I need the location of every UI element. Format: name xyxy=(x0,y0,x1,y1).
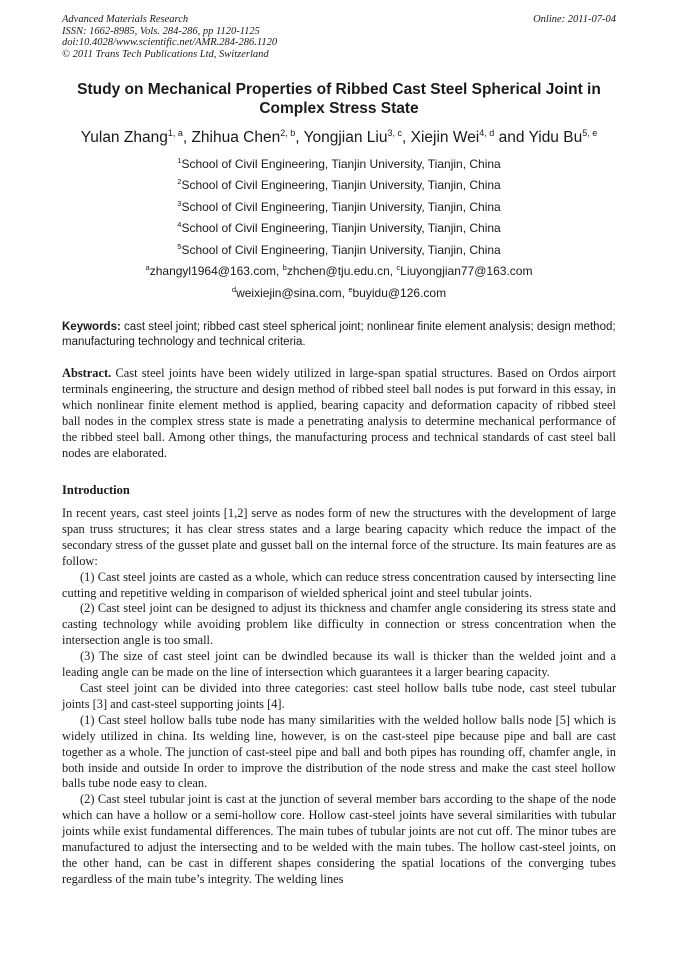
paragraph: (3) The size of cast steel joint can be dwindled because its wall is thicker than the welded joint and a leading angle can be made on the line of intersection which guarantees it a larger bearing capacity. xyxy=(62,649,616,680)
affiliation: $^5$School of Civil Engineering, Tianjin University, Tianjin, China xyxy=(177,242,501,257)
email-line: $^a$zhangyl1964@163.com, $^b$zhchen@tju.edu.cn, $^c$Liuyongjian77@163.com xyxy=(145,263,533,278)
abstract-text: Cast steel joints have been widely utilized in large-span spatial structures. Based on Ordos airport terminals engineering, the structure and design method of ribbed steel ball nodes is put forward in this essay, in which nonlinear finite element method is applied, bearing capacity and deformation capacity of ribbed steel ball nodes in the complex stress state is made a penetrating analysis to determine mechanical performance of the ribbed steel ball. Among other things, the manufacturing process and technical standards of cast steel ball nodes are elaborated. xyxy=(62,366,616,460)
affiliation: $^3$School of Civil Engineering, Tianjin University, Tianjin, China xyxy=(177,199,501,214)
paragraph: (2) Cast steel joint can be designed to adjust its thickness and chamfer angle considering its stress state and casting technology while avoiding problem like difficulty in connection or stress concentration when the intersection angle is too small. xyxy=(62,601,616,648)
email-line: $^d$weixiejin@sina.com, $^e$buyidu@126.com xyxy=(231,285,447,300)
keywords-label: Keywords: xyxy=(62,321,121,333)
author: Zhihua Chen$^{2, b}$, xyxy=(191,127,304,146)
paper-title: Study on Mechanical Properties of Ribbed Cast Steel Spherical Joint in Complex Stress State xyxy=(77,81,601,117)
section-heading-introduction: Introduction xyxy=(62,483,130,497)
abstract xyxy=(62,366,616,461)
paragraph: (1) Cast steel hollow balls tube node has many similarities with the welded hollow balls node [5] which is widely utilized in china. Its welding line, however, is on the cast-steel pipe because pipe and ball are cast together as a whole. The junction of cast-steel pipe and ball and both pipes has rounding off, chamfer angle, in both inside and outside In order to improve the distribution of the node stress and make the cast steel hollow balls tube node easy to clean. xyxy=(62,712,616,791)
paragraph: In recent years, cast steel joints [1,2] serve as nodes form of new the structures with the development of large span truss structures; it has clear stress states and a large bearing capacity which reduce the impact of the secondary stress of the gusset plate and gusset ball on the internal force of the structure. Its main features are as follow: xyxy=(62,506,616,568)
email-link[interactable]: $^a$zhangyl1964@163.com xyxy=(145,263,276,278)
affiliation: $^4$School of Civil Engineering, Tianjin University, Tianjin, China xyxy=(177,220,501,235)
journal-header xyxy=(62,14,277,60)
affiliation: $^2$School of Civil Engineering, Tianjin University, Tianjin, China xyxy=(177,177,501,192)
issn-line: ISSN: 1662-8985, Vols. 284-286, pp 1120-1125 xyxy=(62,25,260,37)
journal-name: Advanced Materials Research xyxy=(62,14,189,25)
abstract-label: Abstract. xyxy=(62,366,112,380)
email-link[interactable]: $^d$weixiejin@sina.com xyxy=(231,285,342,300)
keywords-text: cast steel joint; ribbed cast steel spherical joint; nonlinear finite element analysis; design method; manufacturing technology and technical criteria. xyxy=(62,321,616,348)
online-date: Online: 2011-07-04 xyxy=(533,14,616,25)
email-link[interactable]: $^c$Liuyongjian77@163.com xyxy=(396,263,533,278)
author-list xyxy=(40,128,638,148)
email-link[interactable]: $^e$buyidu@126.com xyxy=(348,285,447,300)
author: Yongjian Liu$^{3, c}$, xyxy=(303,127,411,146)
copyright-line: © 2011 Trans Tech Publications Ltd, Switzerland xyxy=(62,48,269,60)
affiliation: $^1$School of Civil Engineering, Tianjin University, Tianjin, China xyxy=(177,156,501,171)
paragraph: (1) Cast steel joints are casted as a whole, which can reduce stress concentration caused by intersecting line cutting and repetitive welding in comparison of wielded spherical joint and steel tubular joints. xyxy=(62,569,616,600)
introduction-body xyxy=(62,506,616,888)
doi-line: doi:10.4028/www.scientific.net/AMR.284-286.1120 xyxy=(62,37,278,48)
paragraph: Cast steel joint can be divided into three categories: cast steel hollow balls tube node, cast steel tubular joints [3] and cast-steel supporting joints [4]. xyxy=(62,680,616,711)
author: Yidu Bu$^{5, e}$ xyxy=(528,127,598,146)
paragraph: (2) Cast steel tubular joint is cast at the junction of several member bars according to the shape of the node which can have a hollow or a semi-hollow core. Hollow cast-steel joints have several similarities with tubular joints while exist fundamental differences. The main tubes of tubular joints are not cut off. The minor tubes are manufactured to adjust the intersecting and to be welded with the main tubes. The hollow cast-steel joints, on the other hand, can be cast in different shapes considering the spatial locations of the converging tubes regardless of the main tube’s integrity. The welding lines xyxy=(62,792,616,886)
author: Xiejin Wei$^{4, d}$ and xyxy=(410,127,529,146)
email-link[interactable]: $^b$zhchen@tju.edu.cn xyxy=(282,263,390,278)
keywords xyxy=(62,320,616,350)
author: Yulan Zhang$^{1, a}$, xyxy=(80,127,192,146)
